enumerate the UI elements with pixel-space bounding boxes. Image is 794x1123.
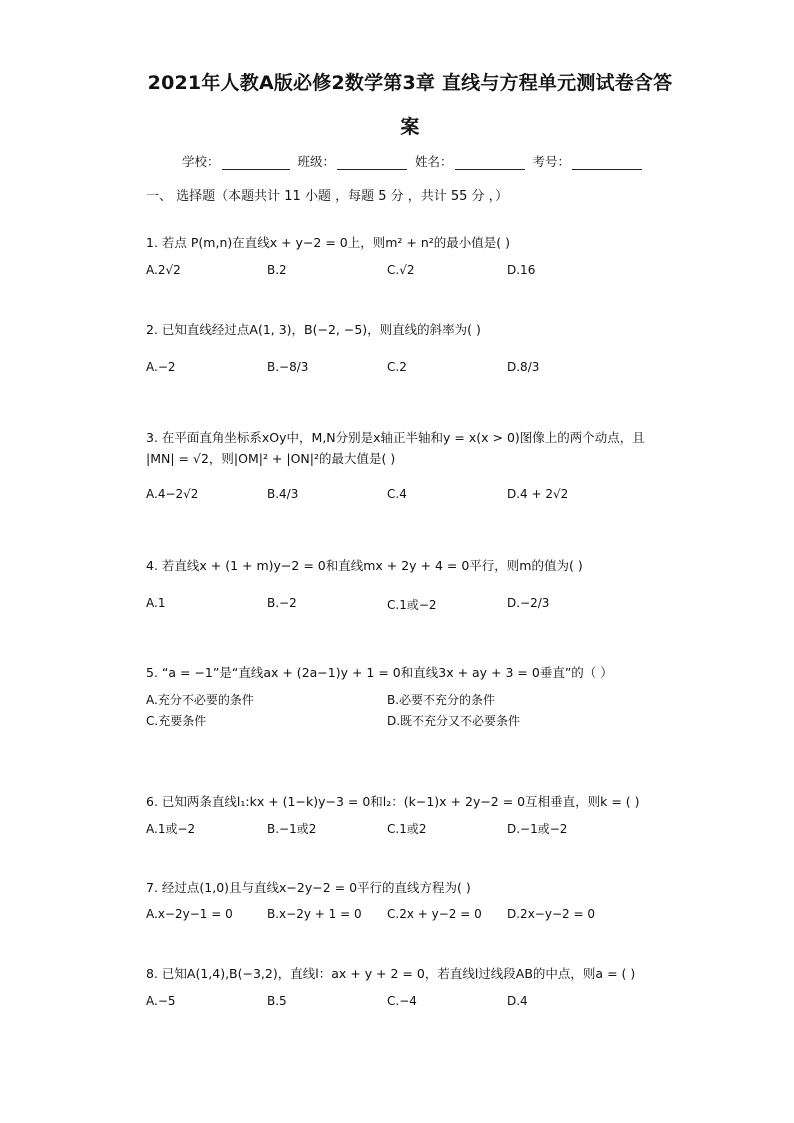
question-6-option-b: B.−1或2 [267,822,317,836]
question-4-option-a: A.1 [146,596,166,610]
question-3-stem: 3. 在平面直角坐标系xOy中，M,N分别是x轴正半轴和y = x(x > 0)图像上的两个动点，且 [146,430,645,445]
question-2-option-a: A.−2 [146,360,176,374]
class-label: 班级： [297,154,336,169]
question-8-option-a: A.−5 [146,994,176,1008]
question-5-stem: 5. “a = −1”是“直线ax + (2a−1)y + 1 = 0和直线3x + ay + 3 = 0垂直”的（ ） [146,665,613,680]
exam-number-blank [572,155,642,170]
question-8-option-c: C.−4 [387,994,417,1008]
question-8-option-d: D.4 [507,994,528,1008]
question-6-option-a: A.1或−2 [146,822,196,836]
question-7-option-a: A.x−2y−1 = 0 [146,907,233,921]
class-blank [337,155,407,170]
question-3-option-a: A.4−2√2 [146,487,199,501]
question-4-option-c: C.1或−2 [387,598,437,612]
question-2-stem: 2. 已知直线经过点A(1, 3)，B(−2, −5)，则直线的斜率为( ) [146,322,481,337]
question-4-option-b: B.−2 [267,596,297,610]
question-3-option-b: B.4/3 [267,487,299,501]
question-3-stem-line2: |MN| = √2，则|OM|² + |ON|²的最大值是( ) [146,451,396,466]
doc-title-line1: 2021年人教A版必修2数学第3章 直线与方程单元测试卷含答 [147,72,673,94]
question-7-option-c: C.2x + y−2 = 0 [387,907,482,921]
question-5-option-a: A.充分不必要的条件 [146,693,254,707]
question-5-option-b: B.必要不充分的条件 [387,693,496,707]
question-6-option-c: C.1或2 [387,822,427,836]
section-heading: 一、 选择题（本题共计 11 小题 ，每题 5 分 ，共计 55 分 ，） [146,189,509,204]
question-2-option-d: D.8/3 [507,360,540,374]
question-1-stem: 1. 若点 P(m,n)在直线x + y−2 = 0上，则m² + n²的最小值是( ) [146,235,511,250]
question-3-option-d: D.4 + 2√2 [507,487,569,501]
question-4-stem: 4. 若直线x + (1 + m)y−2 = 0和直线mx + 2y + 4 = 0平行，则m的值为( ) [146,558,583,573]
question-1-option-a: A.2√2 [146,263,181,277]
question-6-option-d: D.−1或−2 [507,822,568,836]
school-label: 学校： [182,154,220,169]
question-6-stem: 6. 已知两条直线l₁:kx + (1−k)y−3 = 0和l₂：(k−1)x + 2y−2 = 0互相垂直，则k = ( ) [146,794,640,809]
doc-title-line2: 案 [400,116,420,138]
question-5-option-d: D.既不充分又不必要条件 [387,714,521,728]
question-8-option-b: B.5 [267,994,287,1008]
question-7-option-b: B.x−2y + 1 = 0 [267,907,362,921]
question-7-stem: 7. 经过点(1,0)且与直线x−2y−2 = 0平行的直线方程为( ) [146,880,471,895]
name-blank [455,155,525,170]
question-1-option-b: B.2 [267,263,287,277]
question-5-option-c: C.充要条件 [146,714,207,728]
question-3-option-c: C.4 [387,487,407,501]
question-1-option-c: C.√2 [387,263,415,277]
exam-number-label: 考号： [532,154,571,169]
question-8-stem: 8. 已知A(1,4),B(−3,2)，直线l：ax + y + 2 = 0，若直线l过线段AB的中点，则a = ( ) [146,966,636,981]
question-7-option-d: D.2x−y−2 = 0 [507,907,595,921]
school-blank [222,155,290,170]
question-1-option-d: D.16 [507,263,536,277]
student-info-row [182,152,650,170]
question-4-option-d: D.−2/3 [507,596,550,610]
name-label: 姓名： [415,154,453,169]
question-2-option-c: C.2 [387,360,407,374]
question-2-option-b: B.−8/3 [267,360,309,374]
